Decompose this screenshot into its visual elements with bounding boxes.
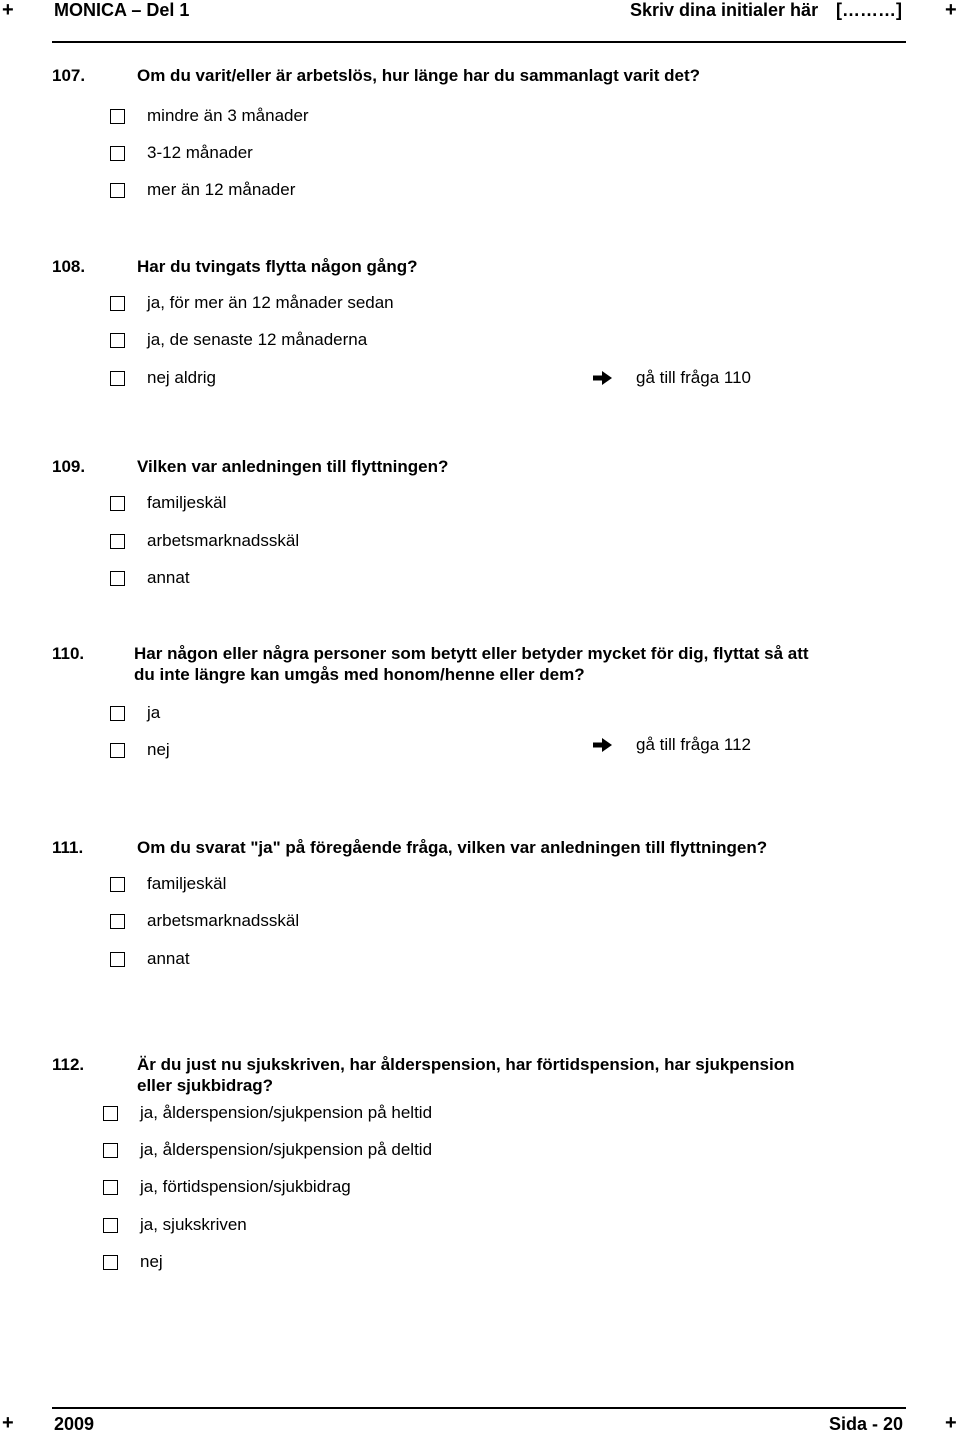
checkbox[interactable] (110, 534, 125, 549)
option-109-1[interactable] (110, 493, 226, 513)
question-text-107 (137, 65, 700, 86)
question-text-line: Om du varit/eller är arbetslös, hur länge har du sammanlagt varit det? (137, 66, 701, 85)
page-number: Sida - 20 (829, 1414, 904, 1434)
option-label: nej (140, 1252, 163, 1271)
question-text-line: Har du tvingats flytta någon gång? (137, 257, 418, 276)
option-108-3[interactable] (110, 368, 216, 388)
checkbox[interactable] (110, 496, 125, 511)
option-110-2[interactable] (110, 740, 170, 760)
option-109-2[interactable] (110, 531, 299, 551)
initials-label: Skriv dina initialer här (630, 0, 819, 20)
option-108-1[interactable] (110, 293, 394, 313)
option-label: ja (147, 703, 161, 722)
option-110-1[interactable] (110, 703, 160, 723)
option-label: ja, förtidspension/sjukbidrag (140, 1177, 351, 1196)
option-label: ja, för mer än 12 månader sedan (147, 293, 394, 312)
checkbox[interactable] (103, 1180, 118, 1195)
option-112-2[interactable] (103, 1140, 432, 1160)
checkbox[interactable] (110, 706, 125, 721)
option-112-4[interactable] (103, 1215, 247, 1235)
option-label: nej aldrig (147, 368, 216, 387)
question-number-110: 110. (52, 644, 85, 663)
checkbox[interactable] (110, 109, 125, 124)
checkbox[interactable] (110, 333, 125, 348)
question-text-line: Om du svarat "ja" på föregående fråga, vilken var anledningen till flyttningen? (137, 838, 768, 857)
option-label: ja, sjukskriven (140, 1215, 247, 1234)
question-text-line: du inte längre kan umgås med honom/henne eller dem? (134, 665, 585, 684)
registration-mark-bottom-left: + (2, 1412, 14, 1434)
option-108-2[interactable] (110, 330, 367, 350)
question-number-111: 111. (52, 838, 84, 857)
initials-field[interactable]: [………] (836, 0, 902, 20)
option-112-3[interactable] (103, 1177, 351, 1197)
question-number-108: 108. (52, 257, 86, 276)
checkbox[interactable] (110, 296, 125, 311)
question-text-line: Har någon eller några personer som betytt eller betyder mycket för dig, flyttat så att (134, 644, 809, 663)
registration-mark-top-left: + (2, 0, 14, 21)
option-label: familjeskäl (147, 874, 227, 893)
checkbox[interactable] (110, 743, 125, 758)
question-text-110 (134, 643, 809, 685)
option-111-2[interactable] (110, 911, 299, 931)
footer-rule (52, 1407, 906, 1409)
registration-mark-top-right: + (945, 0, 957, 21)
skip-instruction-110 (592, 735, 751, 755)
option-label: familjeskäl (147, 493, 227, 512)
option-107-1[interactable] (110, 106, 309, 126)
option-107-3[interactable] (110, 180, 295, 200)
question-text-line: Vilken var anledningen till flyttningen? (137, 457, 449, 476)
footer-year: 2009 (54, 1414, 95, 1434)
option-111-1[interactable] (110, 874, 226, 894)
arrow-right-icon (592, 370, 614, 386)
header-rule (52, 41, 906, 43)
option-112-1[interactable] (103, 1103, 432, 1123)
checkbox[interactable] (110, 146, 125, 161)
option-label: nej (147, 740, 170, 759)
checkbox[interactable] (103, 1218, 118, 1233)
question-text-line: eller sjukbidrag? (137, 1076, 274, 1095)
option-109-3[interactable] (110, 568, 190, 588)
option-label: ja, ålderspension/sjukpension på heltid (140, 1103, 433, 1122)
option-107-2[interactable] (110, 143, 253, 163)
checkbox[interactable] (103, 1255, 118, 1270)
question-text-108 (137, 256, 418, 277)
checkbox[interactable] (110, 914, 125, 929)
checkbox[interactable] (110, 952, 125, 967)
checkbox[interactable] (110, 371, 125, 386)
option-label: arbetsmarknadsskäl (147, 531, 300, 550)
question-text-112 (137, 1054, 794, 1096)
skip-label: gå till fråga 110 (636, 368, 751, 387)
checkbox[interactable] (103, 1143, 118, 1158)
checkbox[interactable] (110, 877, 125, 892)
option-label: annat (147, 949, 190, 968)
option-label: ja, de senaste 12 månaderna (147, 330, 368, 349)
question-text-111 (137, 837, 767, 858)
option-label: mer än 12 månader (147, 180, 296, 199)
skip-instruction-108 (592, 368, 751, 388)
question-number-112: 112. (52, 1055, 85, 1074)
skip-label: gå till fråga 112 (636, 735, 751, 754)
checkbox[interactable] (103, 1106, 118, 1121)
option-111-3[interactable] (110, 949, 190, 969)
option-label: arbetsmarknadsskäl (147, 911, 300, 930)
checkbox[interactable] (110, 183, 125, 198)
option-112-5[interactable] (103, 1252, 163, 1272)
option-label: ja, ålderspension/sjukpension på deltid (140, 1140, 433, 1159)
option-label: mindre än 3 månader (147, 106, 309, 125)
question-number-107: 107. (52, 66, 86, 85)
checkbox[interactable] (110, 571, 125, 586)
arrow-right-icon (592, 737, 614, 753)
document-title: MONICA – Del 1 (54, 0, 190, 20)
registration-mark-bottom-right: + (945, 1412, 957, 1434)
option-label: annat (147, 568, 190, 587)
question-text-line: Är du just nu sjukskriven, har ålderspension, har förtidspension, har sjukpension (137, 1055, 795, 1074)
option-label: 3-12 månader (147, 143, 253, 162)
question-text-109 (137, 456, 448, 477)
question-number-109: 109. (52, 457, 86, 476)
